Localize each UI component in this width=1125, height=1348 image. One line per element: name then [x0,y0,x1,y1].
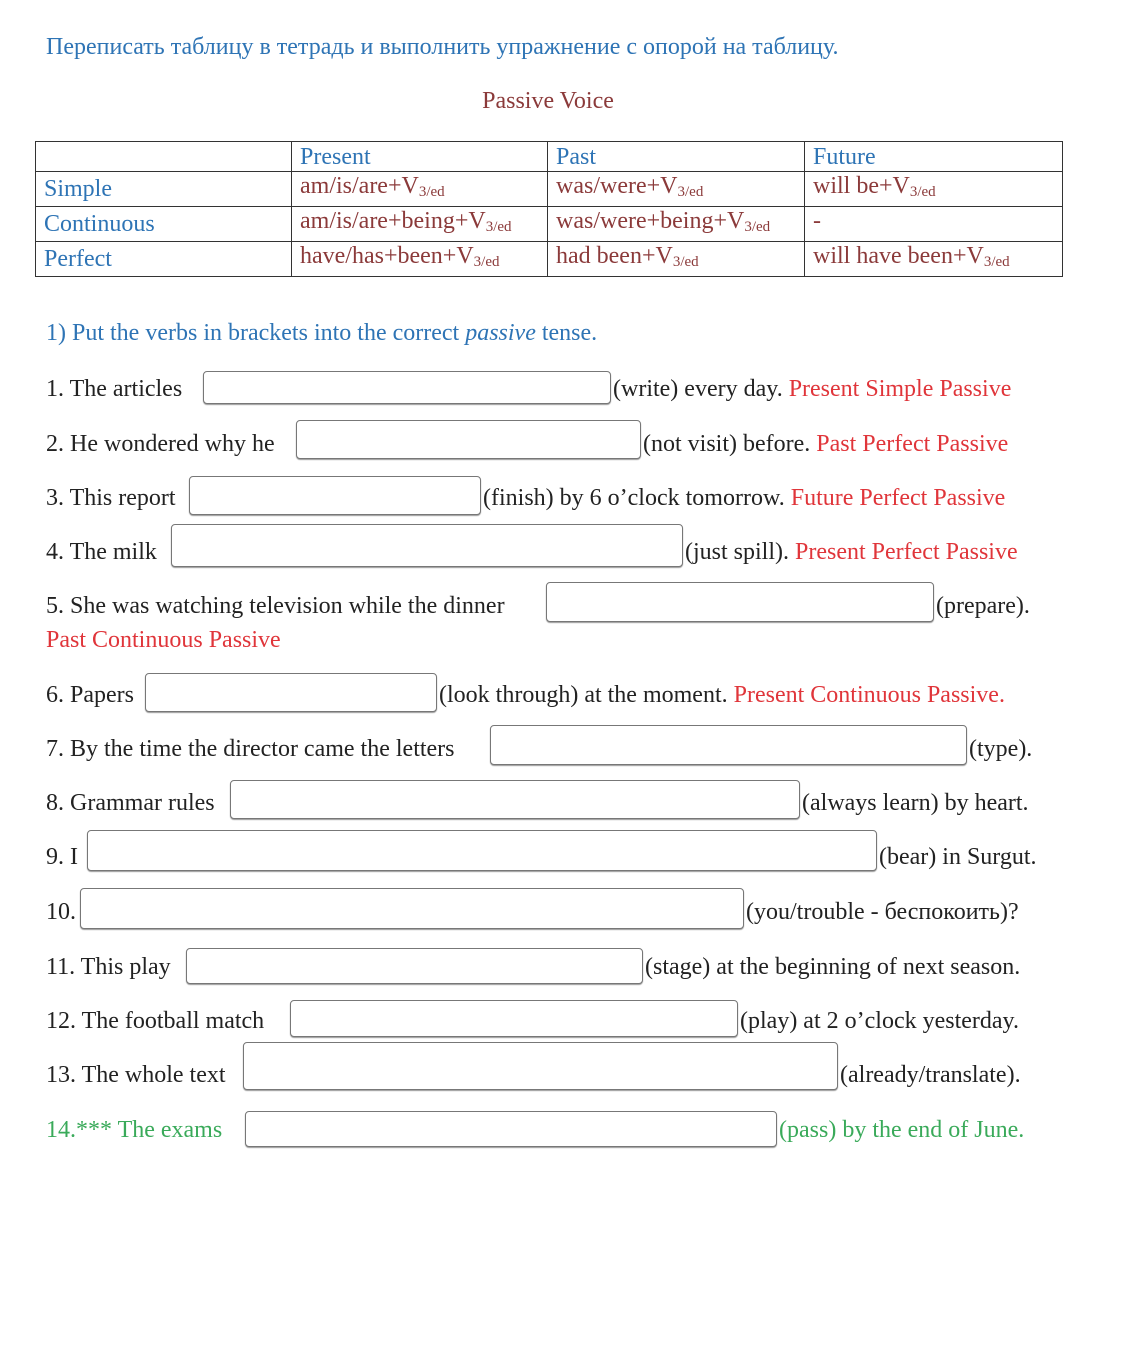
task-text: tense. [535,320,598,346]
answer-input-13[interactable] [243,1042,838,1090]
cell-formula: have/has+been+V [300,243,474,269]
suffix-text: (pass) by the end of June. [779,1117,1025,1143]
table-cell [292,207,548,242]
suffix-text: (always learn) by heart. [802,790,1029,816]
cell-subscript: 3/ed [672,254,699,270]
exercise-suffix [840,1062,1021,1089]
row-label: Perfect [36,242,292,277]
suffix-text: (just spill). [685,539,790,565]
tense-label: Present Simple Passive [788,376,1012,402]
tense-label: Present Perfect Passive [795,539,1018,565]
header-cell: Future [805,142,1063,172]
table-row [36,242,1063,277]
cell-formula: am/is/are+being+V [300,208,486,234]
suffix-text: (type). [969,736,1033,762]
table-cell [548,242,805,277]
instruction-text: Переписать таблицу в тетрадь и выполнить упражнение с опорой на таблицу. [46,34,839,60]
exercise-prefix: 4. The milk [46,539,157,565]
cell-subscript: 3/ed [983,254,1010,270]
tense-label: Future Perfect Passive [790,485,1006,511]
row-label: Simple [36,172,292,207]
exercise-suffix [645,954,1020,981]
suffix-text: (prepare). [936,593,1030,619]
answer-input-11[interactable] [186,948,643,984]
suffix-text: (play) at 2 o’clock yesterday. [740,1008,1019,1034]
cell-formula: will have been+V [813,243,984,269]
cell-subscript: 3/ed [744,219,771,235]
passive-voice-table [35,141,1063,277]
cell-subscript: 3/ed [909,184,936,200]
task-italic: passive [465,320,536,346]
answer-input-2[interactable] [296,420,641,459]
answer-input-3[interactable] [189,476,481,515]
exercise-prefix: 10. [46,899,76,925]
table-cell [805,172,1063,207]
exercise-suffix [685,539,1018,566]
tense-label: Past Perfect Passive [816,431,1009,457]
table-cell [805,242,1063,277]
exercise-prefix: 9. I [46,844,78,870]
exercise-suffix [483,485,1005,512]
exercise-prefix: 1. The articles [46,376,183,402]
exercise-prefix: 11. This play [46,954,171,980]
exercise-prefix: 8. Grammar rules [46,790,215,816]
answer-input-9[interactable] [87,830,877,871]
exercise-prefix: 14.*** The exams [46,1117,223,1143]
answer-input-8[interactable] [230,780,800,819]
answer-input-7[interactable] [490,725,967,765]
suffix-text: (already/translate). [840,1062,1021,1088]
exercise-suffix [740,1008,1019,1035]
table-cell [548,172,805,207]
exercise-suffix [936,593,1030,620]
exercise-prefix: 3. This report [46,485,176,511]
table-title: Passive Voice [482,88,614,114]
exercise-prefix: 12. The football match [46,1008,265,1034]
table-cell [805,207,1063,242]
cell-subscript: 3/ed [485,219,512,235]
row-label: Continuous [36,207,292,242]
exercise-suffix [969,736,1032,763]
tense-label: Present Continuous Passive. [733,682,1005,708]
table-cell [548,207,805,242]
exercise-prefix: 6. Papers [46,682,134,708]
table-header-row [36,142,1063,172]
exercise-prefix: 2. He wondered why he [46,431,275,457]
exercise-suffix [746,899,1019,926]
task-heading [46,320,597,347]
table-cell [292,242,548,277]
cell-formula: will be+V [813,173,910,199]
suffix-text: (bear) in Surgut. [879,844,1037,870]
suffix-text: (stage) at the beginning of next season. [645,954,1021,980]
task-text: 1) Put the verbs in brackets into the correct [46,320,466,346]
cell-formula: was/were+V [556,173,678,199]
suffix-text: (not visit) before. [643,431,811,457]
answer-input-1[interactable] [203,371,611,404]
exercise-prefix: 13. The whole text [46,1062,226,1088]
cell-subscript: 3/ed [677,184,704,200]
exercise-suffix [779,1117,1024,1144]
exercise-suffix [802,790,1029,817]
tense-label-line [46,627,281,654]
cell-formula: had been+V [556,243,673,269]
tense-label: Past Continuous Passive [46,627,281,653]
exercise-suffix [643,431,1008,458]
exercise-suffix [613,376,1011,403]
cell-formula: was/were+being+V [556,208,745,234]
suffix-text: (finish) by 6 o’clock tomorrow. [483,485,785,511]
answer-input-12[interactable] [290,1000,738,1037]
cell-formula: am/is/are+V [300,173,419,199]
table-row [36,172,1063,207]
exercise-suffix [439,682,1005,709]
header-cell: Past [548,142,805,172]
exercise-prefix: 5. She was watching television while the dinner [46,593,505,619]
cell-subscript: 3/ed [473,254,500,270]
table-cell [292,172,548,207]
suffix-text: (write) every day. [613,376,783,402]
answer-input-5[interactable] [546,582,934,622]
answer-input-4[interactable] [171,524,683,567]
cell-subscript: 3/ed [418,184,445,200]
exercise-suffix [879,844,1037,871]
exercise-prefix: 7. By the time the director came the letters [46,736,455,762]
header-cell [36,142,292,172]
header-cell: Present [292,142,548,172]
answer-input-14[interactable] [245,1111,777,1147]
table-row [36,207,1063,242]
cell-formula: - [813,208,821,234]
answer-input-10[interactable] [80,888,744,929]
answer-input-6[interactable] [145,673,437,712]
suffix-text: (look through) at the moment. [439,682,728,708]
suffix-text: (you/trouble - беспокоить)? [746,899,1019,925]
